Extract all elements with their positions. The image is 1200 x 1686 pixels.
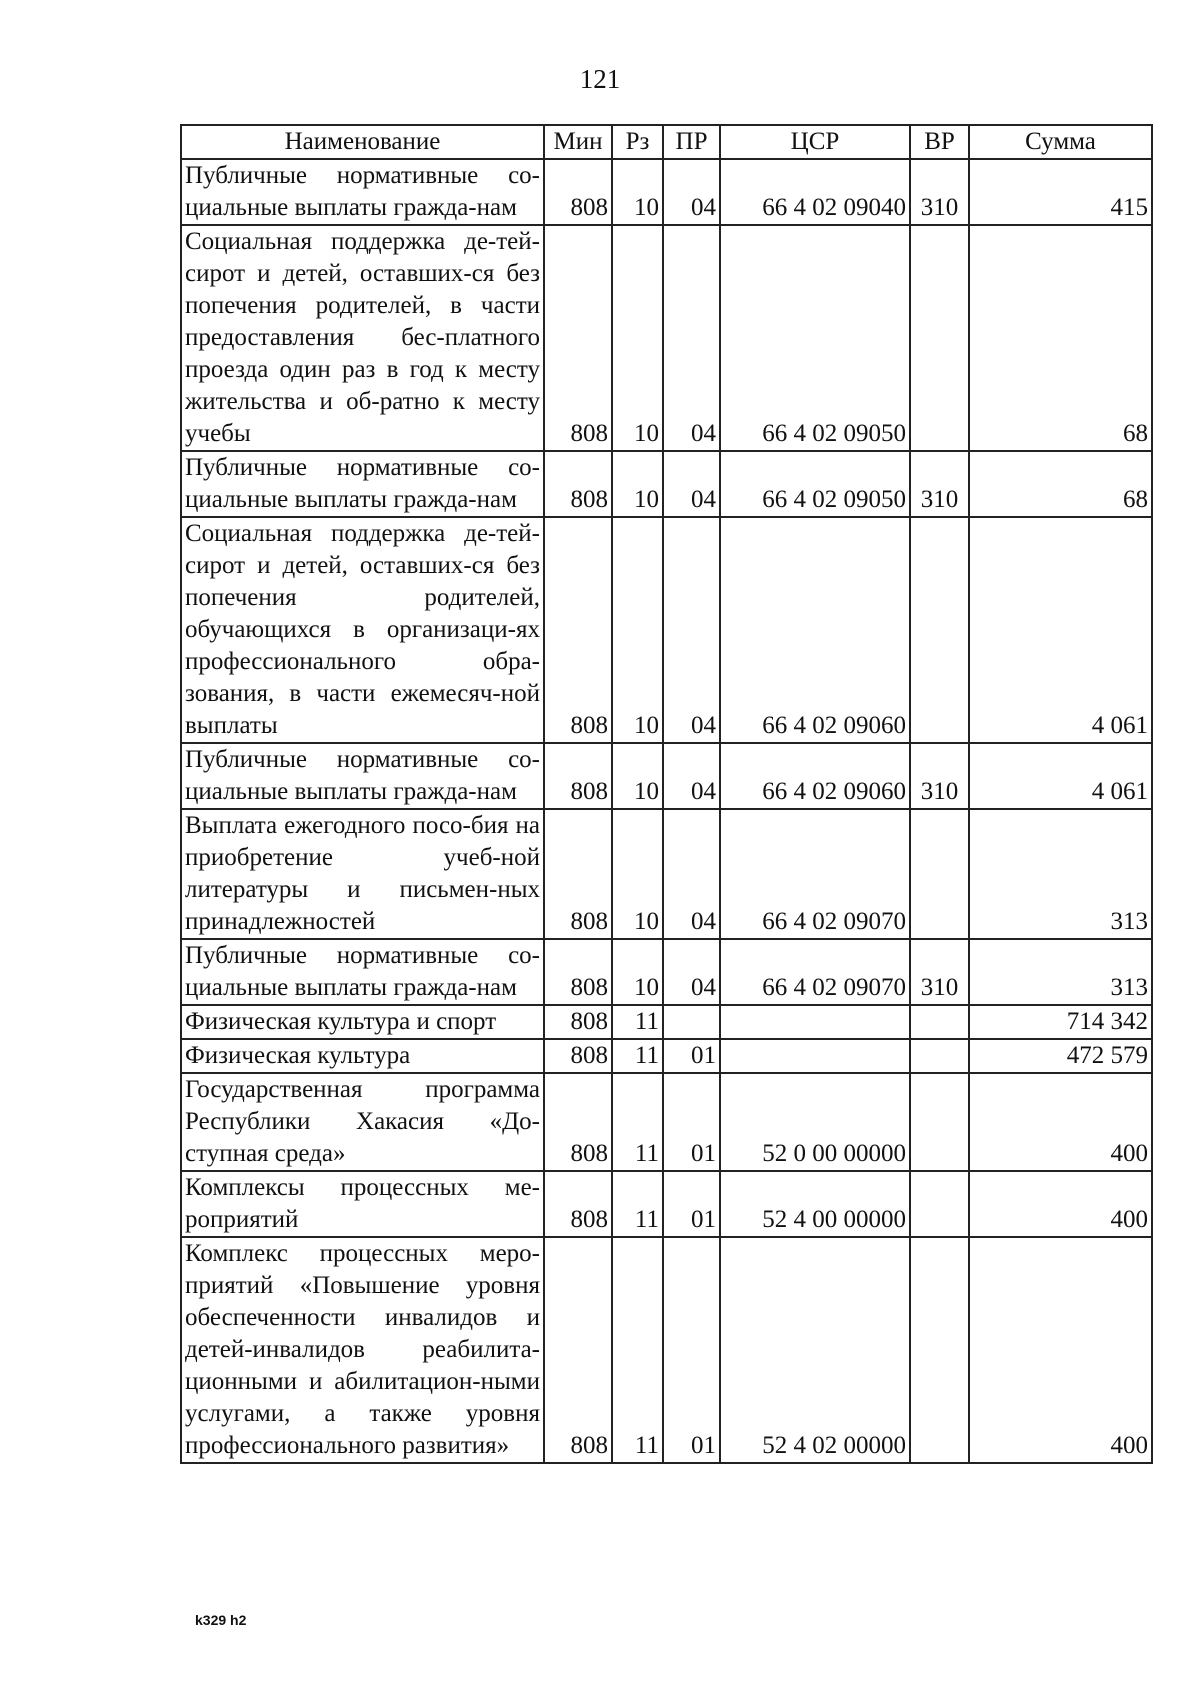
header-pr: ПР	[663, 125, 720, 159]
cell-name: Выплата ежегодного посо-бия на приобретение учеб-ной литературы и письмен-ных принадлежностей	[181, 809, 544, 939]
cell-rz: 11	[612, 1039, 663, 1073]
cell-rz: 10	[612, 225, 663, 451]
cell-sum: 400	[969, 1073, 1152, 1171]
cell-rz: 10	[612, 743, 663, 809]
cell-pr: 04	[663, 159, 720, 225]
cell-min: 808	[544, 159, 612, 225]
cell-min: 808	[544, 451, 612, 517]
cell-rz: 11	[612, 1073, 663, 1171]
cell-csr: 66 4 02 09050	[720, 451, 910, 517]
cell-vr	[910, 1171, 969, 1237]
cell-sum: 472 579	[969, 1039, 1152, 1073]
cell-vr	[910, 1039, 969, 1073]
cell-rz: 10	[612, 939, 663, 1005]
cell-rz: 10	[612, 809, 663, 939]
cell-vr	[910, 225, 969, 451]
header-sum: Сумма	[969, 125, 1152, 159]
cell-pr: 01	[663, 1237, 720, 1463]
cell-min: 808	[544, 517, 612, 743]
cell-rz: 10	[612, 517, 663, 743]
cell-vr	[910, 809, 969, 939]
cell-sum: 313	[969, 809, 1152, 939]
cell-pr: 04	[663, 743, 720, 809]
cell-pr: 04	[663, 225, 720, 451]
cell-sum: 400	[969, 1237, 1152, 1463]
cell-vr: 310	[910, 743, 969, 809]
header-name: Наименование	[181, 125, 544, 159]
cell-name: Социальная поддержка де-тей-сирот и детей, оставших-ся без попечения родителей, в части предоставления бес-платного проезда один раз в год к месту жительства и об-ратно к месту учебы	[181, 225, 544, 451]
table-row	[181, 809, 1152, 939]
table-row	[181, 159, 1152, 225]
cell-pr: 04	[663, 809, 720, 939]
cell-min: 808	[544, 1039, 612, 1073]
cell-csr: 66 4 02 09060	[720, 743, 910, 809]
cell-min: 808	[544, 225, 612, 451]
cell-csr: 52 4 00 00000	[720, 1171, 910, 1237]
budget-table	[180, 124, 1153, 1464]
cell-csr: 66 4 02 09060	[720, 517, 910, 743]
cell-name: Социальная поддержка де-тей-сирот и детей, оставших-ся без попечения родителей, обучающихся в организаци-ях профессионального обра-зования, в части ежемесяч-ной выплаты	[181, 517, 544, 743]
table-row	[181, 743, 1152, 809]
table-row	[181, 1237, 1152, 1463]
header-rz: Рз	[612, 125, 663, 159]
cell-min: 808	[544, 743, 612, 809]
cell-sum: 68	[969, 225, 1152, 451]
table-row	[181, 1171, 1152, 1237]
cell-min: 808	[544, 939, 612, 1005]
cell-sum: 415	[969, 159, 1152, 225]
cell-csr: 66 4 02 09070	[720, 809, 910, 939]
cell-name: Публичные нормативные со-циальные выплаты гражда-нам	[181, 159, 544, 225]
table-row	[181, 1039, 1152, 1073]
cell-name: Государственная программа Республики Хакасия «До-ступная среда»	[181, 1073, 544, 1171]
cell-pr: 04	[663, 939, 720, 1005]
cell-vr: 310	[910, 939, 969, 1005]
cell-vr	[910, 1005, 969, 1039]
cell-name: Публичные нормативные со-циальные выплаты гражда-нам	[181, 939, 544, 1005]
cell-min: 808	[544, 809, 612, 939]
cell-csr: 52 4 02 00000	[720, 1237, 910, 1463]
cell-min: 808	[544, 1005, 612, 1039]
cell-name: Публичные нормативные со-циальные выплаты гражда-нам	[181, 451, 544, 517]
cell-vr	[910, 1237, 969, 1463]
cell-name: Физическая культура	[181, 1039, 544, 1073]
cell-name: Комплексы процессных ме-роприятий	[181, 1171, 544, 1237]
cell-min: 808	[544, 1073, 612, 1171]
footer-code: k329 h2	[195, 1612, 247, 1628]
header-min: Мин	[544, 125, 612, 159]
cell-vr	[910, 517, 969, 743]
table-row	[181, 939, 1152, 1005]
cell-sum: 714 342	[969, 1005, 1152, 1039]
table-row	[181, 451, 1152, 517]
header-row	[181, 125, 1152, 159]
cell-sum: 4 061	[969, 743, 1152, 809]
cell-csr: 52 0 00 00000	[720, 1073, 910, 1171]
cell-rz: 11	[612, 1005, 663, 1039]
cell-pr: 01	[663, 1171, 720, 1237]
cell-rz: 10	[612, 451, 663, 517]
cell-rz: 11	[612, 1171, 663, 1237]
page-number: 121	[579, 64, 621, 94]
cell-sum: 313	[969, 939, 1152, 1005]
cell-csr	[720, 1005, 910, 1039]
cell-name: Публичные нормативные со-циальные выплаты гражда-нам	[181, 743, 544, 809]
table-row	[181, 225, 1152, 451]
cell-pr	[663, 1005, 720, 1039]
cell-min: 808	[544, 1171, 612, 1237]
header-csr: ЦСР	[720, 125, 910, 159]
cell-csr: 66 4 02 09070	[720, 939, 910, 1005]
table-row	[181, 517, 1152, 743]
table-body	[181, 159, 1152, 1463]
cell-csr: 66 4 02 09040	[720, 159, 910, 225]
cell-pr: 04	[663, 451, 720, 517]
cell-sum: 68	[969, 451, 1152, 517]
cell-rz: 11	[612, 1237, 663, 1463]
cell-csr: 66 4 02 09050	[720, 225, 910, 451]
cell-vr	[910, 1073, 969, 1171]
cell-min: 808	[544, 1237, 612, 1463]
table-row	[181, 1073, 1152, 1171]
cell-pr: 01	[663, 1073, 720, 1171]
cell-csr	[720, 1039, 910, 1073]
cell-vr: 310	[910, 159, 969, 225]
cell-pr: 04	[663, 517, 720, 743]
cell-vr: 310	[910, 451, 969, 517]
cell-name: Физическая культура и спорт	[181, 1005, 544, 1039]
cell-rz: 10	[612, 159, 663, 225]
cell-name: Комплекс процессных меро-приятий «Повышение уровня обеспеченности инвалидов и детей-инвалидов реабилита-ционными и абилитацион-ными услугами, а также уровня профессионального развития»	[181, 1237, 544, 1463]
table-row	[181, 1005, 1152, 1039]
cell-sum: 400	[969, 1171, 1152, 1237]
header-vr: ВР	[910, 125, 969, 159]
cell-pr: 01	[663, 1039, 720, 1073]
cell-sum: 4 061	[969, 517, 1152, 743]
